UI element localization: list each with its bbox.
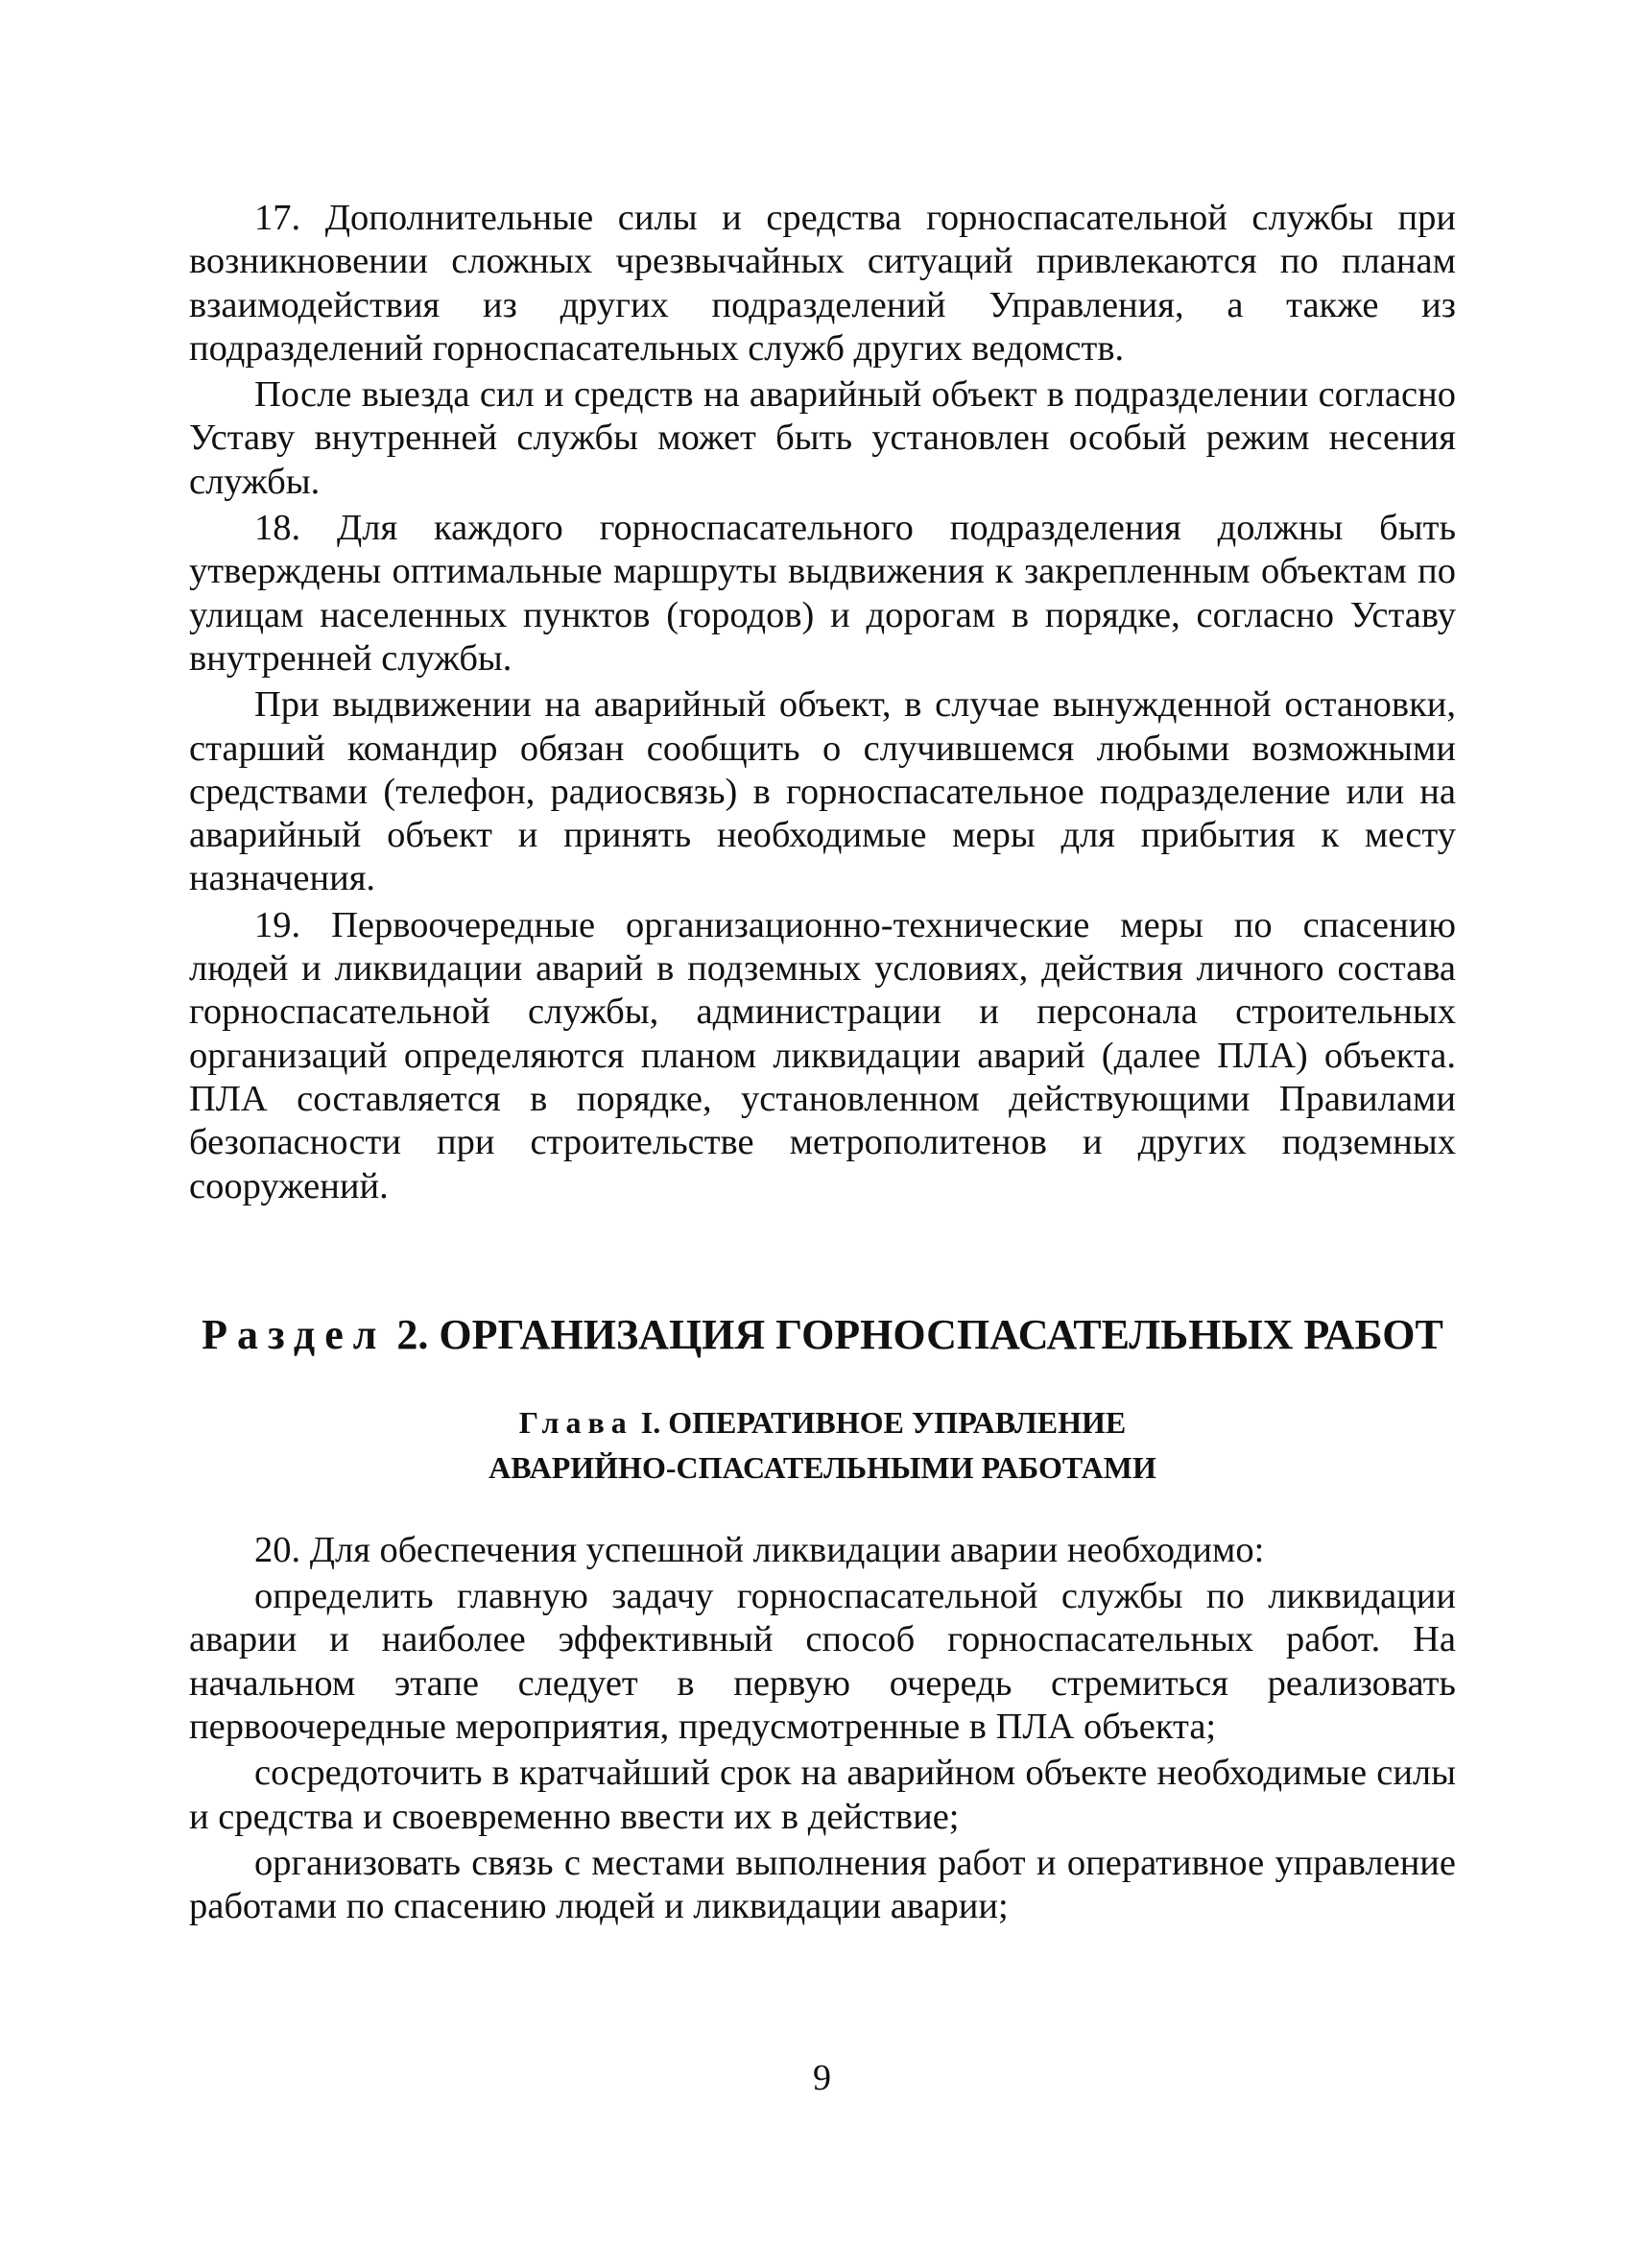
page-number: 9 [813, 2058, 831, 2098]
section-prefix: Раздел [202, 1310, 387, 1358]
paragraph-20-item-1: определить главную задачу горноспасательной службы по ликвидации аварии и наиболее эффективный способ горноспасательных работ. На начальном этапе следует в первую очередь стремиться реализовать первоочередные мероприятия, предусмотренные в ПЛА объекта; [189, 1576, 1456, 1748]
section-heading [189, 1310, 1456, 1360]
paragraph-20: 20. Для обеспечения успешной ликвидации аварии необходимо: [254, 1529, 1265, 1570]
chapter-title-line-2: АВАРИЙНО-СПАСАТЕЛЬНЫМИ РАБОТАМИ [488, 1449, 1156, 1485]
paragraph-18-continued: При выдвижении на аварийный объект, в случае вынужденной остановки, старший командир обязан сообщить о случившемся любыми возможными средствами (телефон, радиосвязь) в горноспасательное подразделение или на аварийный объект и принять необходимые меры для прибытия к месту назначения. [189, 684, 1456, 899]
chapter-heading-line-1 [189, 1400, 1456, 1445]
paragraph-19: 19. Первоочередные организационно-технические меры по спасению людей и ликвидации аварий в подземных условиях, действия личного состава горноспасательной службы, администрации и персонала строительных организаций определяются планом ликвидации аварий (далее ПЛА) объекта. ПЛА составляется в порядке, установленном действующими Правилами безопасности при строительстве метрополитенов и других подземных сооружений. [189, 904, 1456, 1206]
chapter-prefix: Глава [518, 1404, 633, 1440]
paragraph-20-item-2: сосредоточить в кратчайший срок на аварийном объекте необходимые силы и средства и своевременно ввести их в действие; [189, 1753, 1456, 1837]
paragraph-18: 18. Для каждого горноспасательного подразделения должны быть утверждены оптимальные маршруты выдвижения к закрепленным объектам по улицам населенных пунктов (городов) и дорогам в порядке, согласно Уставу внутренней службы. [189, 508, 1456, 679]
section-title-text: 2. ОРГАНИЗАЦИЯ ГОРНОСПАСАТЕЛЬНЫХ РАБОТ [396, 1310, 1443, 1358]
chapter-heading [189, 1400, 1456, 1491]
document-page [189, 197, 1456, 1932]
paragraph-17-continued: После выезда сил и средств на аварийный объект в подразделении согласно Уставу внутренней службы может быть установлен особый режим несения службы. [189, 374, 1456, 502]
paragraph-20-item-3: организовать связь с местами выполнения работ и оперативное управление работами по спасению людей и ликвидации аварии; [189, 1842, 1456, 1927]
paragraph-17: 17. Дополнительные силы и средства горноспасательной службы при возникновении сложных чрезвычайных ситуаций привлекаются по планам взаимодействия из других подразделений Управления, а также из подразделений горноспасательных служб других ведомств. [189, 198, 1456, 369]
chapter-title-line-1: I. ОПЕРАТИВНОЕ УПРАВЛЕНИЕ [640, 1404, 1127, 1440]
